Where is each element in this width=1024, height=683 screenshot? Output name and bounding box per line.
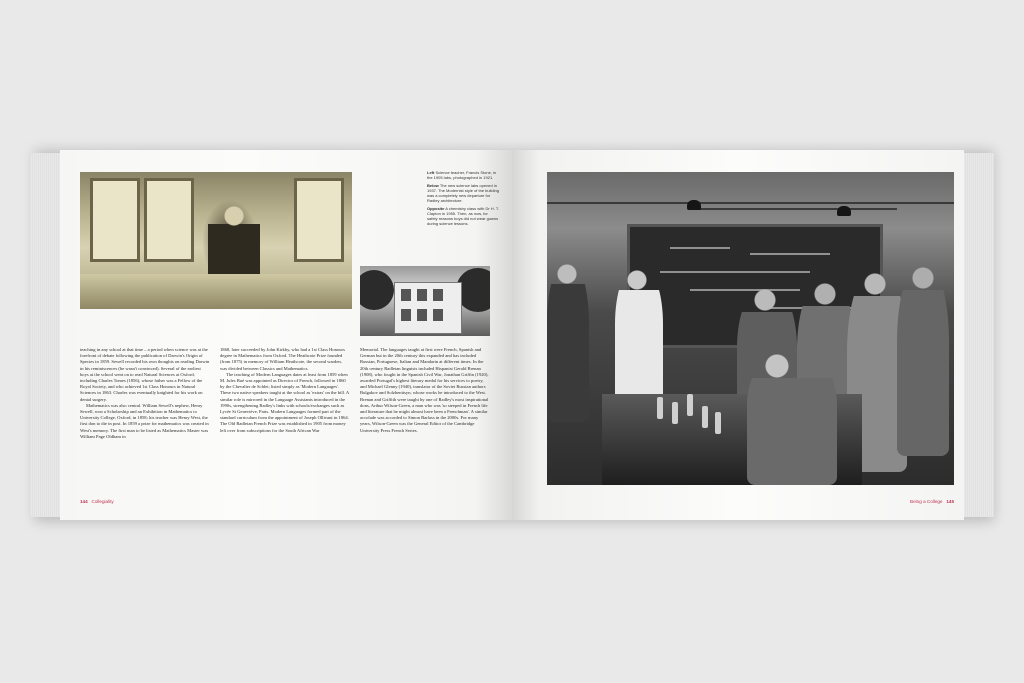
page-edge-right (960, 153, 994, 517)
caption-opposite-text: A chemistry class with Dr H. T. Clapton in 1955. Then, as now, for safety reasons boys did not wear gowns during science lessons. (427, 206, 499, 226)
photo-chemistry-class (547, 172, 954, 485)
photo-science-teacher (80, 172, 352, 309)
right-page (512, 150, 964, 520)
running-title: Collegiality (91, 499, 114, 504)
page-number: 144 (80, 499, 88, 504)
photo-captions (427, 170, 499, 229)
text-column-1 (80, 347, 210, 440)
page-number: 145 (946, 499, 954, 504)
caption-below-text: The new science labs opened in 1937. The Modernist style of the building was a completely new departure for Radley architecture. (427, 183, 499, 203)
folio-right (910, 499, 954, 504)
text-column-2 (220, 347, 350, 434)
left-page (60, 150, 512, 520)
page-edge-left (30, 153, 64, 517)
caption-below-label: Below (427, 183, 439, 188)
paragraph: 1868, later succeeded by John Kirkby, who had a 1st Class Honours degree in Mathematics from Oxford. The Heathcote Prize founded (from 1875) in memory of William Heathcote, the second warden, was divided between Classics and Mathematics. (220, 347, 345, 371)
photo-science-labs-building (360, 266, 490, 336)
folio-left (80, 499, 114, 504)
paragraph: The teaching of Modern Languages dates at least from 1859 when M. Jules Bué was appointed as Director of French, followed in 1860 by the Chevalier de Schlet; listed simply as 'Modern Languages'. These two native speakers taught at the school as 'extras' on the bill. A similar role is mirrored in the Language Assistants introduced in the 1990s, strengthening Radley's links with schools/exchanges such as Lycée St Geneviève, Paris. Modern Languages formed part of the standard curriculum from the appointment of Joseph Ollivant in 1864. The Old Radleian French Prize was established in 1905 from money left over from subscriptions for the South African War (220, 371, 349, 433)
paragraph: Mathematics was also central. William Sewell's nephew, Henry Sewell, won a Scholarship and an Exhibition in Mathematics to University College, Oxford, in 1858; his teacher was Henry West, the first don to die in post. In 1859 a prize for mathematics was created in West's memory. The first man to be listed as Mathematics Master was William Page Oldham in (80, 402, 209, 439)
text-column-3 (360, 347, 490, 434)
caption-left-text: Science teacher, Francis Stone, in the 1905 labs, photographed in 1921. (427, 170, 497, 180)
running-title: Being a College (910, 499, 943, 504)
paragraph: Memorial. The languages taught at first were French, Spanish and German but in the 20th century this expanded and has included Russian, Portuguese, Italian and Mandarin at different times. In the 20th century Radleian linguists included Hispanist Gerald Brenan (1908), who fought in the Spanish Civil War, Jonathan Griffin (1920), awarded Portugal's highest literary medal for his services to poetry, and Michael Glenny (1940), translator of the Soviet Russian authors Bulgakov and Solzhenitsyn, whose works he introduced to the West. Brenan and Griffith were taught by one of Radley's most inspirational dons, Arthur Wilson-Green, a man who was 'so steeped in French life and literature that he might almost have been a Frenchman'. A similar accolade was accorded to Simon Barlass in the 2000s. For many years, Wilson-Green was the General Editor of the Cambridge University Press French Series. (360, 347, 489, 433)
caption-left-label: Left (427, 170, 435, 175)
caption-opposite-label: Opposite (427, 206, 445, 211)
paragraph: teaching in any school at that time – a period when science was at the forefront of debate following the publication of Darwin's Origin of Species in 1859. Sewell recorded his own thoughts on reading Darwin in his reminiscences (he wasn't convinced). Several of the earliest boys at the school went on to read Natural Sciences at Oxford, including Charles Tomes (1856), whose father was a Fellow of the Royal Society, and who achieved 1st Class Honours in Natural Sciences in 1863. Charles was eventually knighted for his work on dental surgery. (80, 347, 210, 402)
